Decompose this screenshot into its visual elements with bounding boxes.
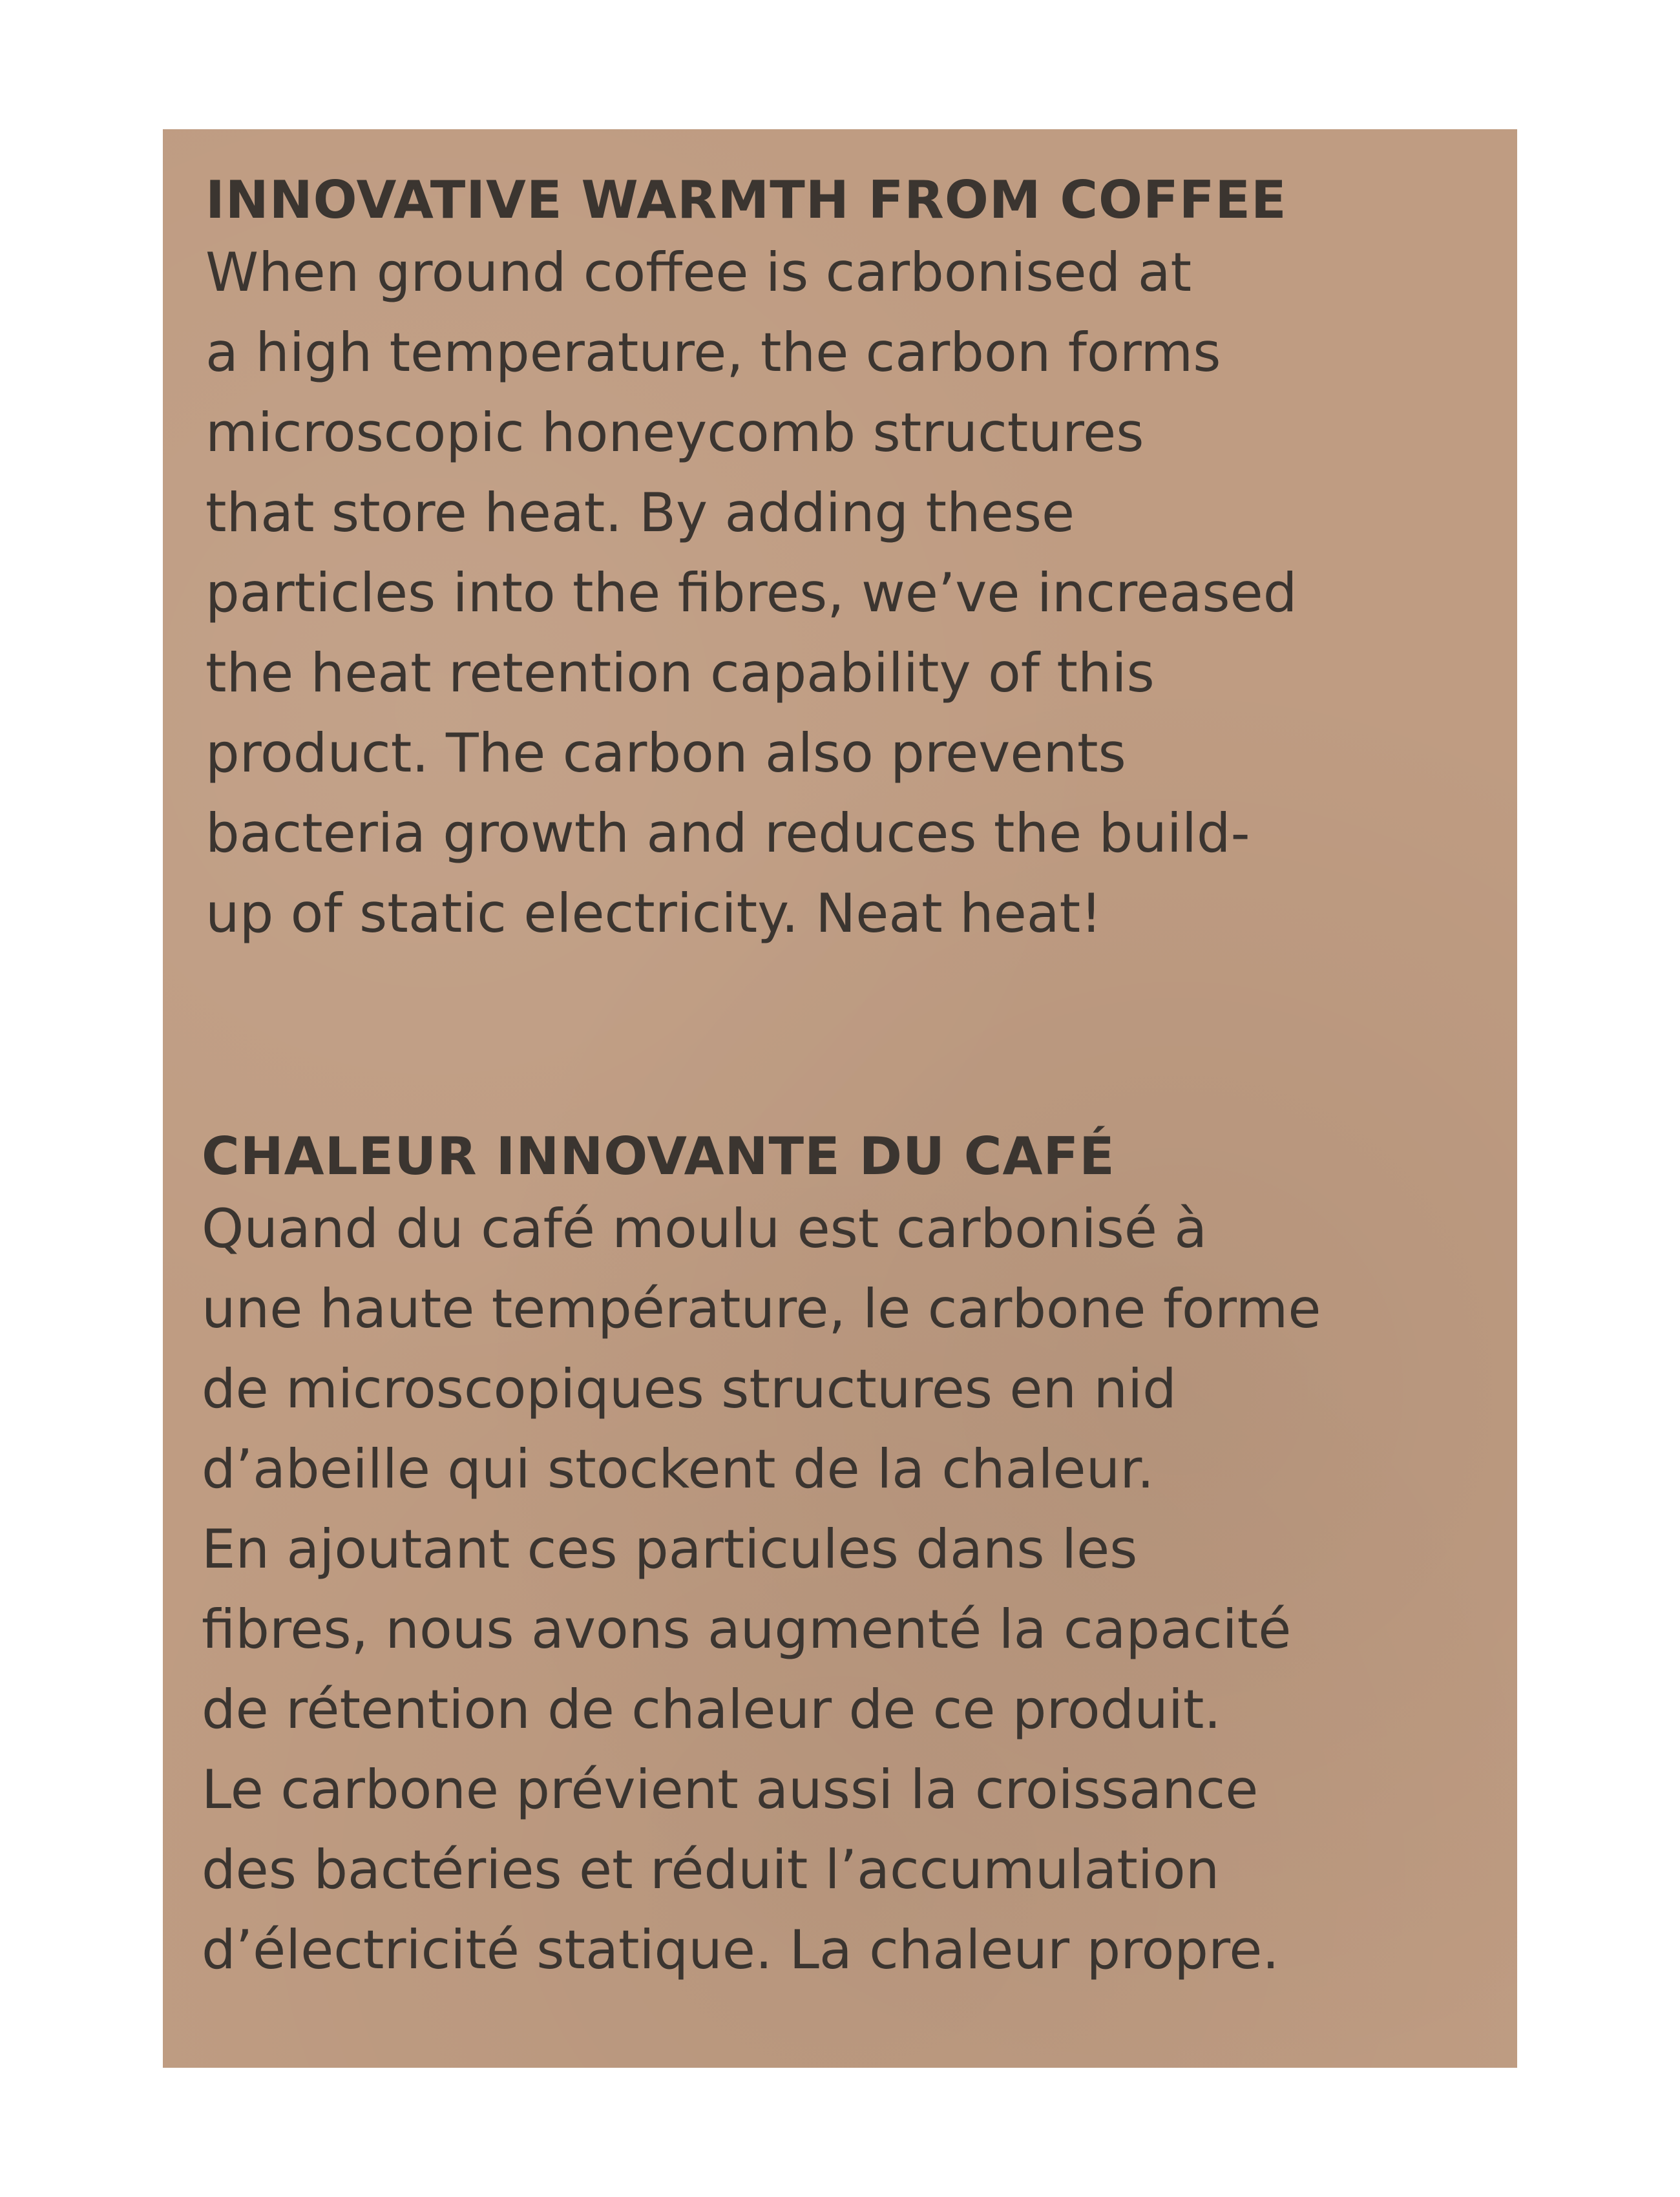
english-line: When ground coffee is carbonised at [205, 241, 1192, 304]
english-heading: INNOVATIVE WARMTH FROM COFFEE [205, 170, 1287, 230]
french-line: de rétention de chaleur de ce produit. [202, 1678, 1221, 1741]
english-section [205, 168, 1491, 954]
kraft-paper-card [163, 129, 1517, 2068]
french-line: Le carbone prévient aussi la croissance [202, 1758, 1259, 1821]
english-line: product. The carbon also prevents [205, 722, 1126, 784]
french-line: de microscopiques structures en nid [202, 1358, 1177, 1420]
english-line: that store heat. By adding these [205, 481, 1075, 544]
french-line: fibres, nous avons augmenté la capacité [202, 1598, 1292, 1661]
french-section [202, 1124, 1491, 1990]
french-line: des bactéries et réduit l’accumulation [202, 1838, 1220, 1901]
french-heading: CHALEUR INNOVANTE DU CAFÉ [202, 1126, 1115, 1186]
english-line: particles into the fibres, we’ve increased [205, 562, 1297, 624]
french-line: d’électricité statique. La chaleur propre. [202, 1918, 1279, 1981]
english-line: the heat retention capability of this [205, 642, 1155, 704]
french-line: d’abeille qui stockent de la chaleur. [202, 1438, 1155, 1500]
english-line: up of static electricity. Neat heat! [205, 882, 1102, 945]
english-line: bacteria growth and reduces the build- [205, 802, 1250, 865]
english-line: a high temperature, the carbon forms [205, 321, 1221, 384]
english-line: microscopic honeycomb structures [205, 401, 1144, 464]
french-line: Quand du café moulu est carbonisé à [202, 1197, 1208, 1260]
french-line: En ajoutant ces particules dans les [202, 1518, 1138, 1581]
french-line: une haute température, le carbone forme [202, 1277, 1321, 1340]
